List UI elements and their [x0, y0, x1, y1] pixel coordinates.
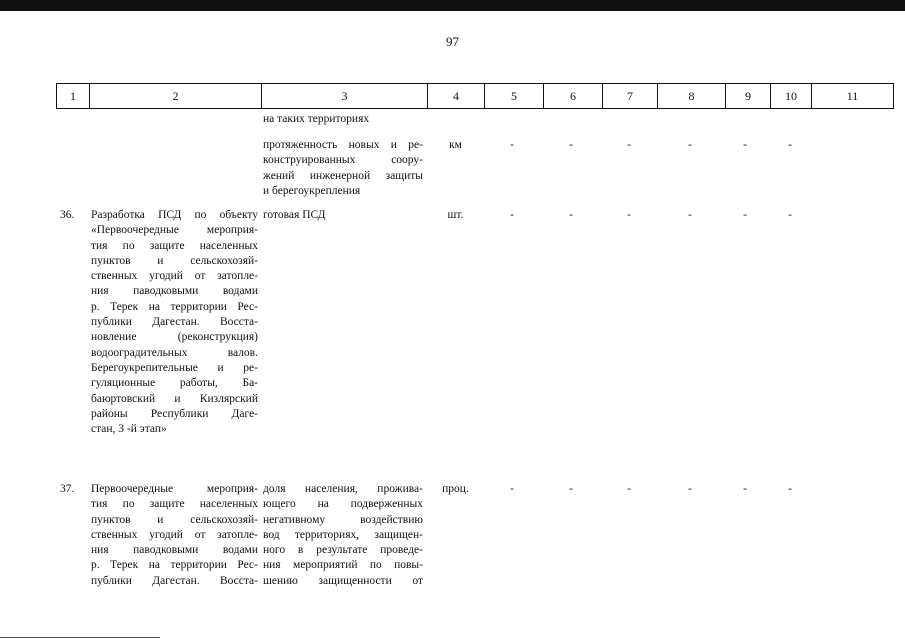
value-cell: - — [510, 139, 514, 151]
row-37-name — [91, 482, 258, 589]
value-cell: - — [569, 483, 573, 495]
name-line: водооградительных валов. — [91, 346, 258, 359]
row-37-number: 37. — [60, 483, 75, 495]
name-line: Берегоукрепительные и ре- — [91, 361, 258, 374]
header-col-6: 6 — [543, 84, 602, 108]
name-line: районы Республики Даге- — [91, 407, 258, 420]
indicator-line: конструированных соору- — [263, 154, 423, 167]
indicator-line: жений инженерной защиты — [263, 169, 423, 182]
row-continuation-indicator — [263, 112, 423, 127]
indicator-line: ющего на подверженных — [263, 498, 423, 511]
name-line: «Первоочередные мероприя- — [91, 224, 258, 237]
name-line: ния паводковыми водами — [91, 285, 258, 298]
row-36-indicator — [263, 208, 423, 223]
indicator-line: на таких территориях — [263, 113, 370, 125]
value-cell: - — [627, 139, 631, 151]
value-cell: - — [788, 483, 792, 495]
row-length-unit: км — [449, 139, 462, 151]
value-cell: - — [788, 139, 792, 151]
row-36-number: 36. — [60, 209, 75, 221]
name-line: ственных угодий от затопле- — [91, 528, 258, 541]
indicator-line: доля населения, прожива- — [263, 483, 423, 495]
row-length-indicator — [263, 138, 423, 199]
page-number: 97 — [446, 34, 459, 49]
name-line: пунктов и сельскохозяй- — [91, 513, 258, 526]
name-line: публики Дагестан. Восста- — [91, 316, 258, 329]
name-line: стан, 3 -й этап» — [91, 423, 167, 436]
name-line: Разработка ПСД по объекту — [91, 209, 258, 221]
indicator-line: протяженность новых и ре- — [263, 139, 423, 151]
name-line: ния паводковыми водами — [91, 544, 258, 557]
name-line: Первоочередные мероприя- — [91, 483, 258, 495]
row-37-unit: проц. — [442, 483, 469, 495]
indicator-line: ного в результате проведе- — [263, 544, 423, 557]
header-col-11: 11 — [811, 84, 894, 108]
indicator-line: шению защищенности от — [263, 574, 423, 587]
scan-bottom-edge — [0, 637, 160, 638]
value-cell: - — [627, 483, 631, 495]
indicator-line: негативному воздействию — [263, 513, 423, 526]
value-cell: - — [688, 209, 692, 221]
indicator-line: и берегоукрепления — [263, 184, 361, 197]
value-cell: - — [688, 139, 692, 151]
value-cell: - — [569, 139, 573, 151]
name-line: гуляционные работы, Ба- — [91, 377, 258, 390]
indicator-line: готовая ПСД — [263, 209, 326, 221]
value-cell: - — [510, 209, 514, 221]
name-line: р. Терек на территории Рес- — [91, 300, 258, 313]
row-36-unit: шт. — [447, 209, 464, 221]
value-cell: - — [688, 483, 692, 495]
value-cell: - — [743, 483, 747, 495]
name-line: баюртовский и Кизлярский — [91, 392, 258, 405]
header-col-2: 2 — [89, 84, 261, 108]
name-line: тия по защите населенных — [91, 498, 258, 511]
header-col-4: 4 — [427, 84, 484, 108]
value-cell: - — [743, 209, 747, 221]
header-col-9: 9 — [725, 84, 770, 108]
row-36-name — [91, 208, 258, 437]
value-cell: - — [510, 483, 514, 495]
table-header — [56, 83, 894, 109]
header-col-7: 7 — [602, 84, 657, 108]
name-line: ственных угодий от затопле- — [91, 270, 258, 283]
name-line: р. Терек на территории Рес- — [91, 559, 258, 572]
header-col-10: 10 — [770, 84, 811, 108]
name-line: публики Дагестан. Восста- — [91, 574, 258, 587]
header-col-1: 1 — [56, 84, 89, 108]
value-cell: - — [788, 209, 792, 221]
scan-top-edge — [0, 0, 905, 11]
header-col-5: 5 — [484, 84, 543, 108]
header-col-8: 8 — [657, 84, 725, 108]
indicator-line: вод территориях, защищен- — [263, 528, 423, 541]
header-col-3: 3 — [261, 84, 427, 108]
indicator-line: ния мероприятий по повы- — [263, 559, 423, 572]
value-cell: - — [569, 209, 573, 221]
name-line: новление (реконструкция) — [91, 331, 258, 344]
value-cell: - — [627, 209, 631, 221]
value-cell: - — [743, 139, 747, 151]
row-37-indicator — [263, 482, 423, 589]
name-line: тия по защите населенных — [91, 239, 258, 252]
name-line: пунктов и сельскохозяй- — [91, 254, 258, 267]
